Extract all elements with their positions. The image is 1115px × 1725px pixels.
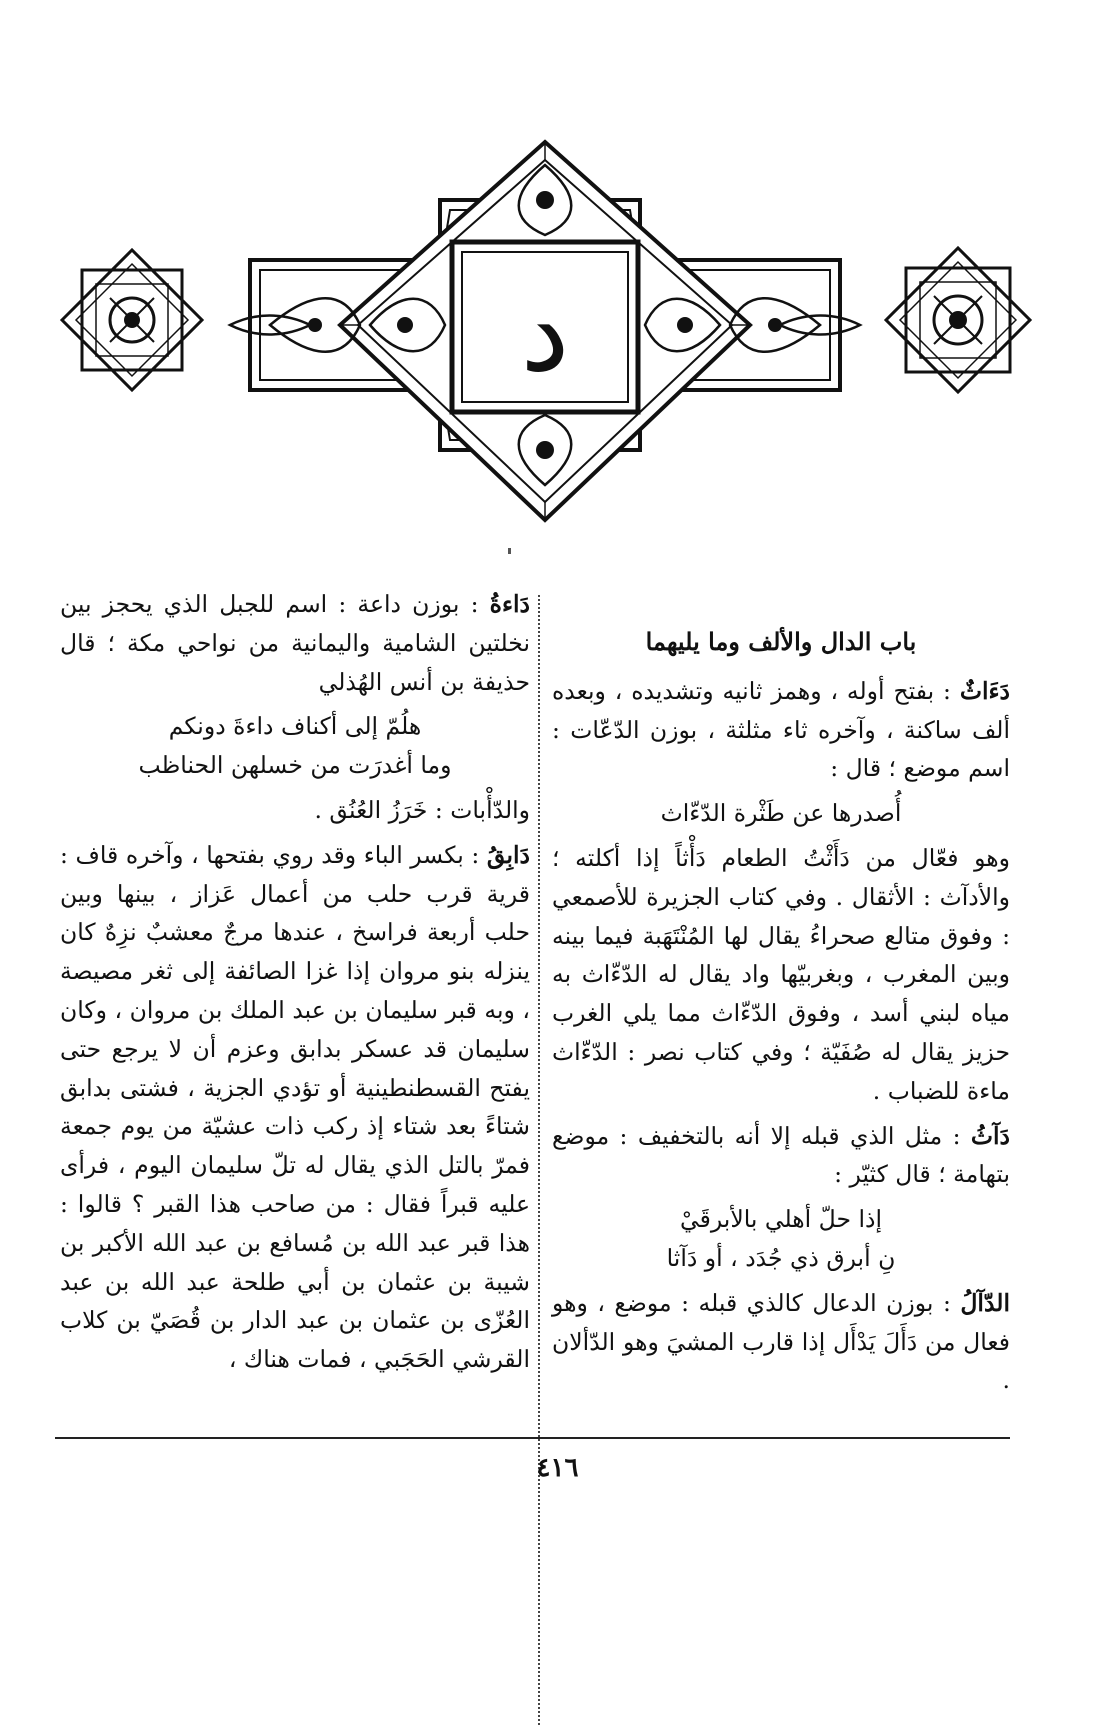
entry-headword: دَابِقُ	[486, 840, 530, 869]
verse-line: هلُمّ إلى أكناف داءةَ دونكم	[168, 712, 422, 741]
right-column	[552, 585, 1010, 1406]
entry-text: : بكسر الباء وقد روي بفتحها ، وآخره قاف : قرية قرب حلب من أعمال عَزاز ، بينها وبين حلب أربعة فراسخ ، عندها مرجٌ معشبٌ نزِهٌ كان ينزله بنو مروان إذا غزا الصائفة إلى ثغر مصيصة ، وبه قبر سليمان بن عبد الملك بن مروان ، وكان سليمان قد عسكر بدابق وعزم أن لا يرجع حتى يفتح القسطنطينية أو تؤدي الجزية ، فشتى بدابق شتاءً بعد شتاء إذ ركب ذات عشيّة من يوم جمعة فمرّ بالتل الذي يقال له تلّ سليمان اليوم ، فرأى عليه قبراً فقال : من صاحب هذا القبر ؟ قالوا : هذا قبر عبد الله بن مُسافع بن عبد الله الأكبر بن شيبة بن عثمان بن أبي طلحة عبد الله بن عبد العُزّى بن عثمان بن عبد الدار بن قُصَيّ بن كلاب القرشي الحَجَبي ، فمات هناك ،	[60, 840, 530, 1374]
verse-line: نِ أبرق ذي جُدَد ، أو دَآثا	[666, 1243, 896, 1272]
entry-daath	[552, 672, 1010, 788]
entry-dabiq	[60, 836, 530, 1379]
entry-continuation: وهو فعّال من دَأَثْتُ الطعام دَأْثاً إذا أكلته ؛ والأدآث : الأثقال . وفي كتاب الجزيرة للأصمعي : وفوق متالع صحراءُ يقال لها المُنْتَهَبة فيما بينه وبين المغرب ، وبغربيّها واد يقال له الدّءّاث به مياه لبني أسد ، وفوق الدّءّاث مما يلي الغرب حزيز يقال له صُفَيّة ؛ وفي كتاب نصر : الدّءّاث ماءة للضباب .	[552, 843, 1010, 1105]
column-divider	[538, 595, 540, 1725]
entry-daal	[552, 1284, 1010, 1400]
entry-text: : بوزن داعة : اسم للجبل الذي يحجز بين نخلتين الشامية واليمانية من نواحي مكة ؛ قال حذيفة بن أنس الهُذلي	[60, 590, 530, 696]
page-number: ٤١٦	[536, 1453, 579, 1483]
entry-note: والدّأْبات : خَرَزُ العُنُق .	[314, 795, 530, 824]
entry-headword: دَاءةُ	[489, 590, 530, 618]
entry-daath-light	[552, 1117, 1010, 1195]
entry-text: : مثل الذي قبله إلا أنه بالتخفيف : موضع بتهامة ؛ قال كثيّر :	[552, 1121, 1010, 1189]
verse	[60, 707, 530, 785]
entry-headword: دَآثُ	[970, 1121, 1010, 1150]
entry-headword: الدّآلُ	[960, 1288, 1010, 1317]
verse-line: وما أغدرَت من خسلهن الحناظب	[138, 751, 452, 780]
chapter-heading: باب الدال والألف وما يليهما	[645, 627, 917, 656]
verse: أُصدرها عن طَثْرة الدّءّاث	[660, 799, 902, 828]
bottom-rule	[55, 1437, 1010, 1439]
entry-daah	[60, 585, 530, 701]
entry-text: : بوزن الدعال كالذي قبله : موضع ، وهو فعال من دَأَلَ يَدْأَل إذا قارب المشيَ وهو الدّألان .	[552, 1288, 1010, 1395]
entry-headword: دَءَاثٌ	[959, 676, 1010, 705]
header-letter: د	[520, 268, 570, 396]
left-column	[60, 585, 530, 1385]
verse	[552, 1200, 1010, 1278]
verse-line: إذا حلّ أهلي بالأبرقَيْ	[680, 1205, 882, 1234]
header-ornament	[40, 120, 1050, 540]
entry-text: : بفتح أوله ، وهمز ثانيه وتشديده ، وبعده ألف ساكنة ، وآخره ثاء مثلثة ، بوزن الدّعّات : اسم موضع ؛ قال :	[552, 676, 1010, 783]
scan-speck	[508, 548, 511, 554]
